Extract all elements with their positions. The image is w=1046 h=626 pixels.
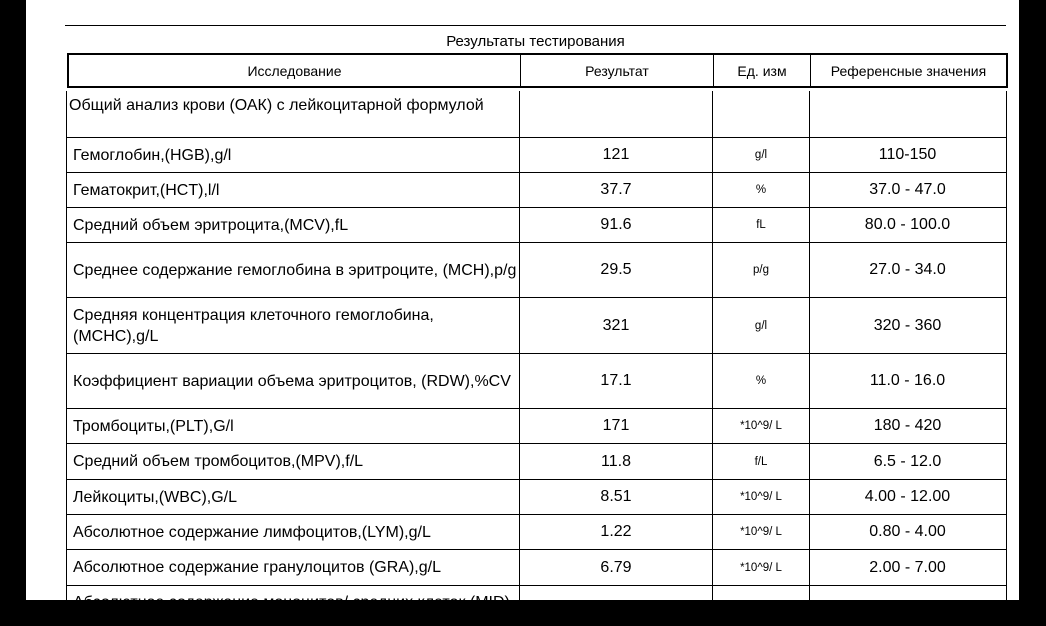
table-row xyxy=(67,298,1006,354)
unit-value: f/L xyxy=(712,444,809,479)
table-row xyxy=(67,444,1006,480)
group-label: Общий анализ крови (ОАК) с лейкоцитарной формулой xyxy=(69,97,484,114)
result-value: 37.7 xyxy=(519,173,712,207)
table-row xyxy=(67,173,1006,208)
header-result: Результат xyxy=(520,55,713,86)
table-row xyxy=(67,550,1006,586)
result-value: 29.5 xyxy=(519,243,712,297)
unit-value: g/l xyxy=(712,138,809,172)
reference-range: 27.0 - 34.0 xyxy=(809,243,1005,297)
table-row xyxy=(67,243,1006,298)
result-value: 8.51 xyxy=(519,480,712,514)
table-row xyxy=(67,354,1006,409)
divider-line xyxy=(65,25,1006,26)
unit-value: *10^9/ L xyxy=(712,550,809,585)
test-name: Тромбоциты,(PLT),G/l xyxy=(73,417,234,435)
header-reference: Референсные значения xyxy=(810,55,1006,86)
unit-value: *10^9/ L xyxy=(712,409,809,443)
test-name: Гемоглобин,(HGB),g/l xyxy=(73,146,232,164)
reference-range: 320 - 360 xyxy=(809,298,1005,353)
group-row xyxy=(67,91,1006,138)
test-name: Коэффициент вариации объема эритроцитов, (RDW),%CV xyxy=(73,372,511,390)
test-name: Абсолютное содержание моноцитов/ средних клеток (MID) xyxy=(73,594,510,611)
reference-range: 37.0 - 47.0 xyxy=(809,173,1005,207)
table-row xyxy=(67,515,1006,550)
result-value: 11.8 xyxy=(519,444,712,479)
reference-range: 180 - 420 xyxy=(809,409,1005,443)
table-row xyxy=(67,409,1006,444)
header-unit: Ед. изм xyxy=(713,55,810,86)
reference-range: 80.0 - 100.0 xyxy=(809,208,1005,242)
result-value: 121 xyxy=(519,138,712,172)
header-test: Исследование xyxy=(247,62,342,79)
result-value: 171 xyxy=(519,409,712,443)
test-name: Средний объем тромбоцитов,(MPV),f/L xyxy=(73,453,364,470)
result-value: 6.79 xyxy=(519,550,712,585)
test-name: Лейкоциты,(WBC),G/L xyxy=(73,488,238,506)
result-value: 1.22 xyxy=(519,515,712,549)
section-title: Результаты тестирования xyxy=(446,33,625,50)
unit-value: fL xyxy=(712,208,809,242)
table-row xyxy=(67,138,1006,173)
result-value: 91.6 xyxy=(519,208,712,242)
unit-value: g/l xyxy=(712,298,809,353)
test-name: Средняя концентрация клеточного гемоглобина, (MCHC),g/L xyxy=(73,306,434,345)
reference-range: 2.00 - 7.00 xyxy=(809,550,1005,585)
test-name: Абсолютное содержание гранулоцитов (GRA),g/L xyxy=(73,559,441,576)
reference-range: 11.0 - 16.0 xyxy=(809,354,1005,408)
reference-range: 0.80 - 4.00 xyxy=(809,515,1005,549)
table-header xyxy=(67,53,1008,88)
reference-range: 6.5 - 12.0 xyxy=(809,444,1005,479)
table-row xyxy=(67,208,1006,243)
results-table xyxy=(66,91,1007,611)
reference-range: 110-150 xyxy=(809,138,1005,172)
unit-value: % xyxy=(712,173,809,207)
unit-value: p/g xyxy=(712,243,809,297)
unit-value: *10^9/ L xyxy=(712,480,809,514)
test-name: Гематокрит,(HCT),l/l xyxy=(73,181,220,199)
test-name: Среднее содержание гемоглобина в эритроците, (MCH),p/g xyxy=(73,261,517,279)
report-page xyxy=(26,0,1019,611)
table-row xyxy=(67,480,1006,515)
reference-range: 4.00 - 12.00 xyxy=(809,480,1005,514)
unit-value: *10^9/ L xyxy=(712,515,809,549)
result-value: 321 xyxy=(519,298,712,353)
result-value: 17.1 xyxy=(519,354,712,408)
test-name: Абсолютное содержание лимфоцитов,(LYM),g/L xyxy=(73,523,431,541)
table-row-partial xyxy=(67,586,1006,626)
test-name: Средний объем эритроцита,(MCV),fL xyxy=(73,216,349,234)
unit-value: % xyxy=(712,354,809,408)
